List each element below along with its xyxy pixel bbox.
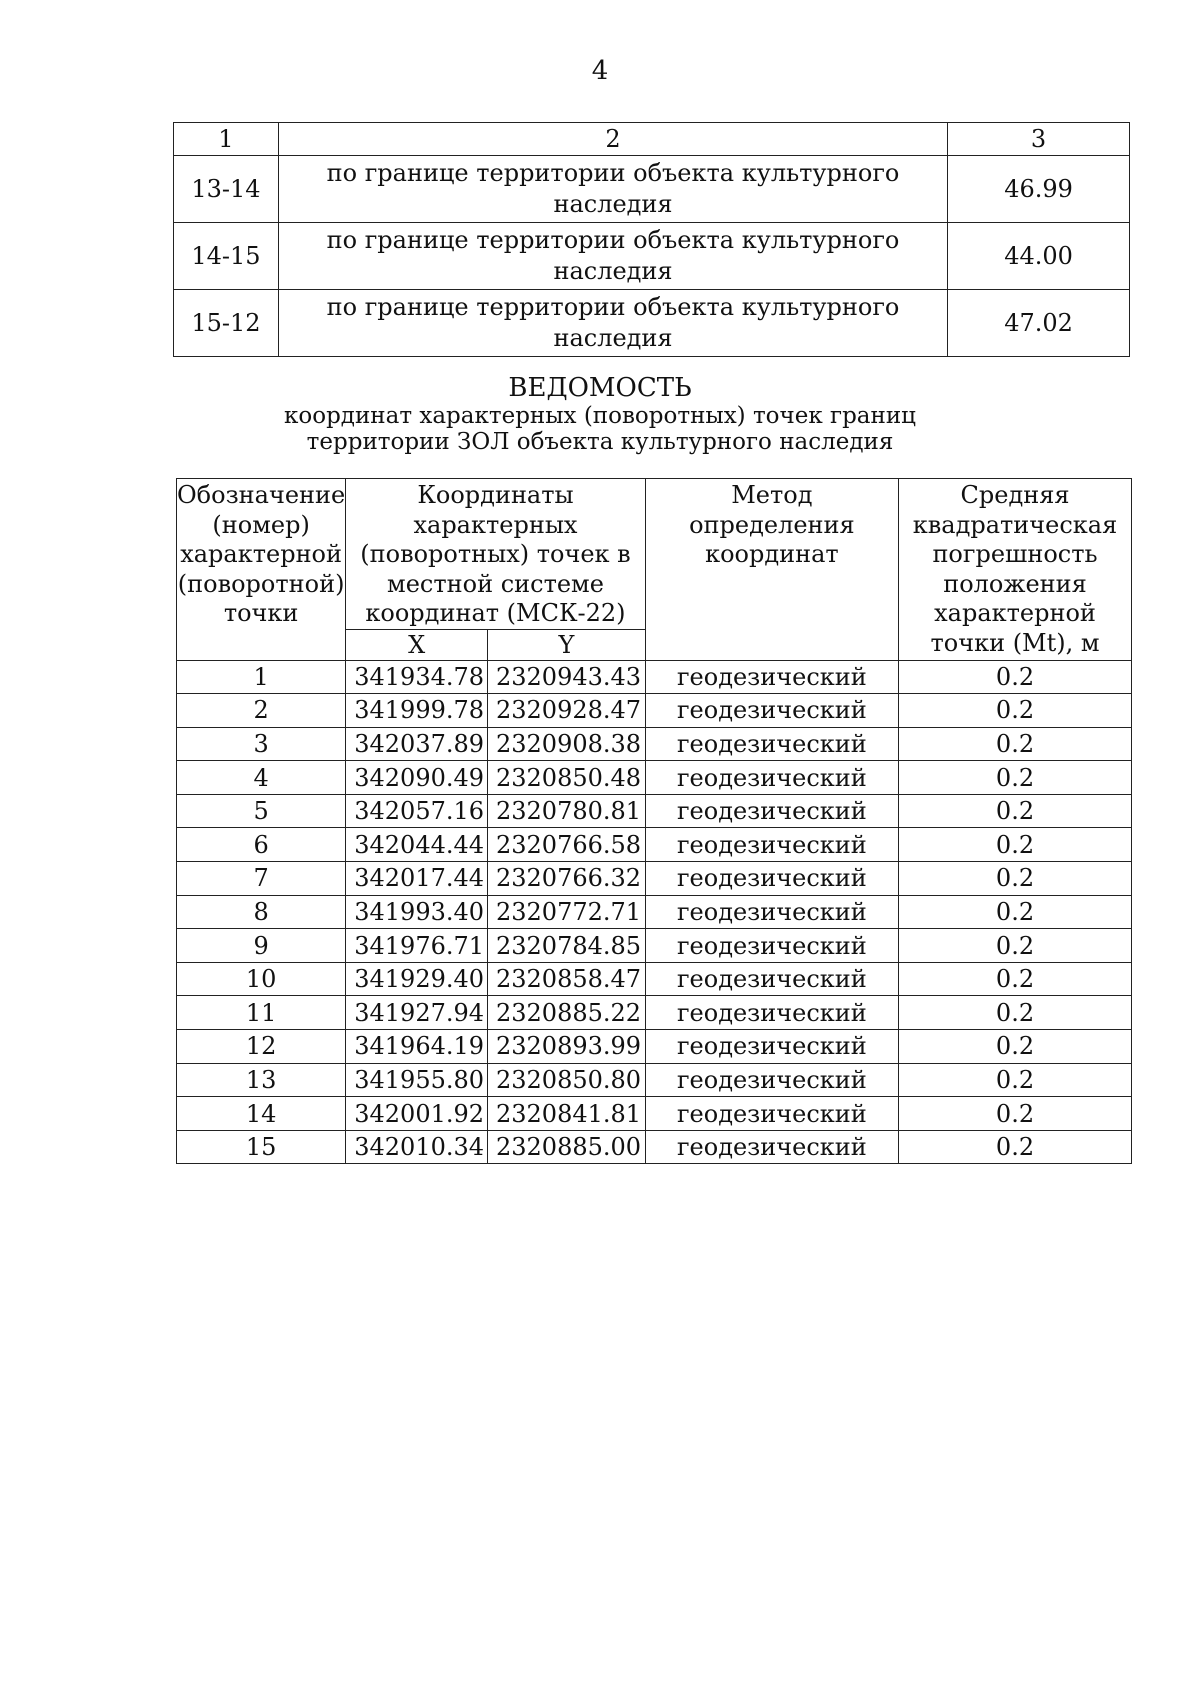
table-row [177,727,1132,761]
method: геодезический [645,1097,898,1131]
point-number: 13 [177,1063,346,1097]
coordinates-table [176,478,1132,1164]
mean-square-error: 0.2 [899,1097,1132,1131]
segment-length: 47.02 [948,290,1130,357]
coord-x: 341999.78 [346,694,488,728]
method: геодезический [645,1063,898,1097]
method: геодезический [645,962,898,996]
coord-x: 341976.71 [346,929,488,963]
point-number: 9 [177,929,346,963]
segment-description: по границе территории объекта культурного наследия [278,290,947,357]
segment-id: 15-12 [174,290,279,357]
segment-description: по границе территории объекта культурного наследия [278,223,947,290]
segment-id: 13-14 [174,156,279,223]
coord-y: 2320943.43 [488,660,646,694]
mean-square-error: 0.2 [899,794,1132,828]
table-row [177,1130,1132,1164]
method: геодезический [645,929,898,963]
table-row [177,962,1132,996]
mean-square-error: 0.2 [899,962,1132,996]
point-number: 1 [177,660,346,694]
segments-header-col1: 1 [174,123,279,156]
method: геодезический [645,660,898,694]
table-row [177,862,1132,896]
segment-row [174,223,1130,290]
mean-square-error: 0.2 [899,694,1132,728]
mean-square-error: 0.2 [899,1030,1132,1064]
coord-y: 2320766.32 [488,862,646,896]
coord-x: 342044.44 [346,828,488,862]
statement-subtitle-line1: координат характерных (поворотных) точек границ [284,403,916,429]
mean-square-error: 0.2 [899,727,1132,761]
method: геодезический [645,828,898,862]
coord-x: 341929.40 [346,962,488,996]
segment-length: 46.99 [948,156,1130,223]
table-row [177,929,1132,963]
coord-y: 2320766.58 [488,828,646,862]
coord-x: 342090.49 [346,761,488,795]
segments-table [173,122,1130,357]
table-row [177,1063,1132,1097]
mean-square-error: 0.2 [899,1063,1132,1097]
point-number: 8 [177,895,346,929]
coord-y: 2320772.71 [488,895,646,929]
segment-row [174,290,1130,357]
point-number: 10 [177,962,346,996]
method: геодезический [645,1030,898,1064]
point-number: 14 [177,1097,346,1131]
coord-y: 2320885.22 [488,996,646,1030]
point-number: 2 [177,694,346,728]
table-row [177,660,1132,694]
coord-x: 341934.78 [346,660,488,694]
table-row [177,1030,1132,1064]
header-x: X [346,629,488,660]
mean-square-error: 0.2 [899,929,1132,963]
table-row [177,694,1132,728]
point-number: 6 [177,828,346,862]
statement-subtitle-line2: территории ЗОЛ объекта культурного наследия [306,429,894,455]
segments-header-col3: 3 [948,123,1130,156]
header-method: Метод определения координат [645,479,898,661]
point-number: 7 [177,862,346,896]
method: геодезический [645,694,898,728]
segments-header-col2: 2 [278,123,947,156]
coord-y: 2320885.00 [488,1130,646,1164]
coordinates-table-body [177,660,1132,1164]
coord-x: 341993.40 [346,895,488,929]
coord-x: 341964.19 [346,1030,488,1064]
mean-square-error: 0.2 [899,660,1132,694]
coord-y: 2320908.38 [488,727,646,761]
method: геодезический [645,862,898,896]
table-row [177,996,1132,1030]
coord-y: 2320780.81 [488,794,646,828]
coord-y: 2320850.48 [488,761,646,795]
coord-x: 341927.94 [346,996,488,1030]
point-number: 12 [177,1030,346,1064]
mean-square-error: 0.2 [899,828,1132,862]
segment-row [174,156,1130,223]
mean-square-error: 0.2 [899,996,1132,1030]
statement-title: ВЕДОМОСТЬ [508,373,692,403]
coord-x: 342010.34 [346,1130,488,1164]
table-row [177,1097,1132,1131]
coordinates-header-row [177,479,1132,630]
point-number: 11 [177,996,346,1030]
table-row [177,794,1132,828]
segment-length: 44.00 [948,223,1130,290]
point-number: 4 [177,761,346,795]
point-number: 15 [177,1130,346,1164]
coord-y: 2320893.99 [488,1030,646,1064]
method: геодезический [645,727,898,761]
coord-y: 2320850.80 [488,1063,646,1097]
point-number: 3 [177,727,346,761]
statement-title-block [0,373,1200,455]
table-row [177,761,1132,795]
segment-description: по границе территории объекта культурного наследия [278,156,947,223]
header-mean-square-error: Средняя квадратическая погрешность положения характерной точки (Mt), м [899,479,1132,661]
method: геодезический [645,761,898,795]
coord-y: 2320858.47 [488,962,646,996]
mean-square-error: 0.2 [899,862,1132,896]
mean-square-error: 0.2 [899,1130,1132,1164]
segments-header-row [174,123,1130,156]
header-point-designation: Обозначение (номер) характерной (поворотной) точки [177,479,346,661]
page-number: 4 [591,56,609,86]
header-coordinates: Координаты характерных (поворотных) точек в местной системе координат (МСК-22) [346,479,645,630]
coord-y: 2320841.81 [488,1097,646,1131]
method: геодезический [645,1130,898,1164]
coord-x: 342017.44 [346,862,488,896]
coord-x: 342037.89 [346,727,488,761]
mean-square-error: 0.2 [899,761,1132,795]
header-y: Y [488,629,646,660]
point-number: 5 [177,794,346,828]
coord-x: 342057.16 [346,794,488,828]
method: геодезический [645,794,898,828]
method: геодезический [645,996,898,1030]
table-row [177,828,1132,862]
segment-id: 14-15 [174,223,279,290]
coord-y: 2320928.47 [488,694,646,728]
mean-square-error: 0.2 [899,895,1132,929]
table-row [177,895,1132,929]
coord-x: 341955.80 [346,1063,488,1097]
coord-x: 342001.92 [346,1097,488,1131]
method: геодезический [645,895,898,929]
coord-y: 2320784.85 [488,929,646,963]
